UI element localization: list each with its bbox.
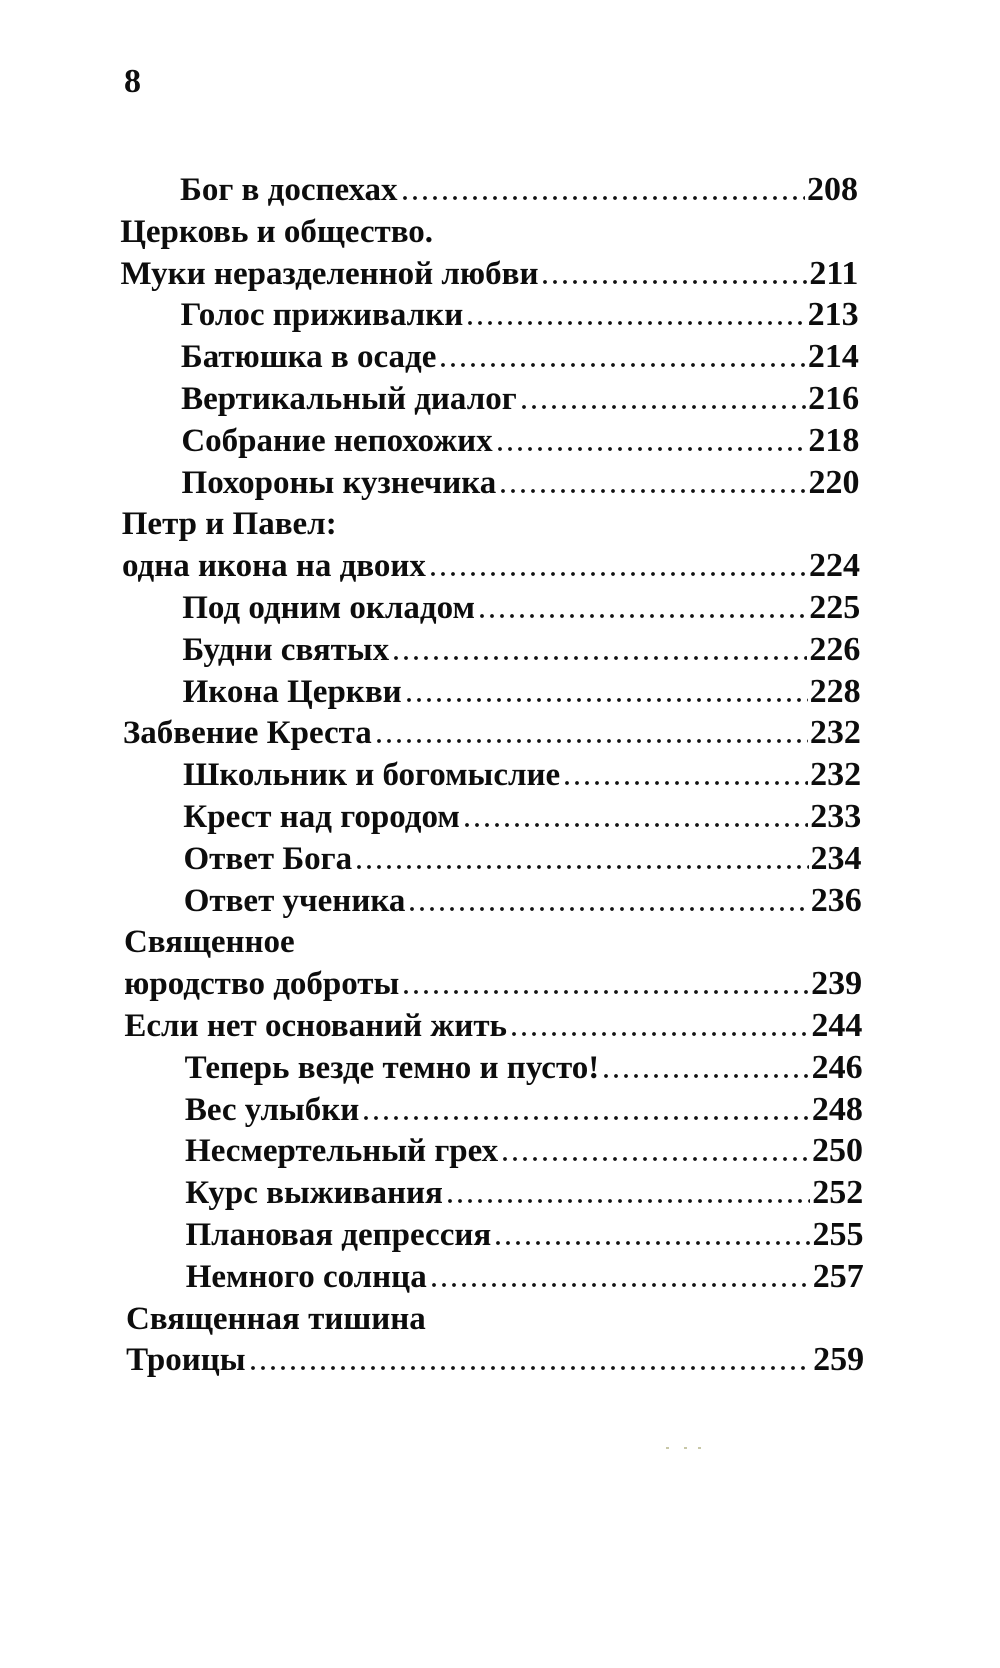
toc-page-number: 244 xyxy=(811,1007,863,1044)
toc-entry-line xyxy=(185,1171,863,1215)
toc-entry-title: Муки неразделенной любви xyxy=(120,256,539,292)
toc-entry-line xyxy=(185,1046,863,1090)
dot-leader xyxy=(465,318,805,328)
toc-page-number: 225 xyxy=(809,589,861,626)
toc-page-number: 248 xyxy=(811,1091,863,1128)
toc-page-number: 252 xyxy=(812,1174,864,1211)
toc-entry-line xyxy=(185,1088,863,1132)
toc-entry-line xyxy=(126,1338,864,1382)
toc-entry-title: Голос приживалки xyxy=(180,297,464,333)
toc-entry-line xyxy=(124,962,862,1006)
toc-entry-line xyxy=(122,502,337,546)
dot-leader xyxy=(445,1196,810,1206)
toc-page-number: 211 xyxy=(809,255,859,292)
toc-entry-title: Священное xyxy=(123,924,295,960)
dot-leader xyxy=(498,486,806,496)
toc-entry-title: Если нет оснований жить xyxy=(124,1008,508,1044)
toc-page-number: 239 xyxy=(811,965,863,1002)
toc-entry-line xyxy=(185,1129,863,1173)
toc-page-number: 224 xyxy=(808,547,860,584)
dot-leader xyxy=(407,904,808,914)
dot-leader xyxy=(493,1238,810,1248)
dot-leader xyxy=(429,1280,811,1290)
toc-entry-title: Собрание непохожих xyxy=(181,423,493,459)
toc-entry-title: Вертикальный диалог xyxy=(181,381,517,417)
toc-entry-title: Крест над городом xyxy=(183,799,460,835)
toc-entry-line xyxy=(183,795,861,839)
toc-page-number: 257 xyxy=(812,1258,864,1295)
toc-entry-title: Батюшка в осаде xyxy=(180,339,437,375)
toc-page-number: 218 xyxy=(808,422,860,459)
toc-entry-line xyxy=(124,920,295,964)
toc-entry-line xyxy=(124,1004,862,1048)
toc-page-number: 220 xyxy=(808,464,860,501)
toc-page-number: 234 xyxy=(810,840,862,877)
toc-entry-title: Икона Церкви xyxy=(182,674,402,710)
toc-page-number: 246 xyxy=(811,1049,863,1086)
dot-leader xyxy=(401,987,809,997)
toc-entry-title: Похороны кузнечика xyxy=(181,465,497,501)
toc-entry-title: Ответ ученика xyxy=(183,883,406,919)
dot-leader xyxy=(509,1029,809,1039)
dot-leader xyxy=(428,569,807,579)
toc-page-number: 214 xyxy=(807,338,859,375)
toc-page-number: 213 xyxy=(807,296,859,333)
toc-page-number: 228 xyxy=(809,673,861,710)
toc-entry-title: Вес улыбки xyxy=(184,1092,360,1128)
toc-page-number: 208 xyxy=(807,171,858,208)
toc-page-number: 236 xyxy=(810,882,862,919)
toc-entry-title: Церковь и общество. xyxy=(120,214,434,250)
toc-page-number: 216 xyxy=(808,380,860,417)
toc-page-number: 250 xyxy=(812,1132,864,1169)
toc-entry-line xyxy=(180,168,858,212)
dot-leader xyxy=(477,611,807,621)
toc-entry-line xyxy=(123,711,861,755)
toc-entry-title: Плановая депрессия xyxy=(185,1217,492,1253)
toc-entry-title: Бог в доспехах xyxy=(180,172,398,208)
toc-entry-line xyxy=(181,419,859,463)
toc-entry-title: Будни святых xyxy=(182,632,390,668)
toc-entry-title: одна икона на двоих xyxy=(121,548,426,584)
dot-leader xyxy=(540,277,807,287)
toc-entry-line xyxy=(122,544,860,588)
dot-leader xyxy=(495,444,807,454)
dot-leader xyxy=(404,695,808,705)
toc-entry-line xyxy=(183,753,861,797)
toc-entry-line xyxy=(181,377,859,421)
toc-entry-line xyxy=(181,335,859,379)
toc-entry-title: Курс выживания xyxy=(185,1175,443,1211)
dot-leader xyxy=(374,736,808,746)
toc-entry-title: Троицы xyxy=(126,1342,246,1378)
dot-leader xyxy=(462,820,808,830)
dot-leader xyxy=(400,193,805,203)
toc-entry-title: Священная тишина xyxy=(125,1301,426,1337)
dot-leader xyxy=(361,1113,810,1123)
toc-entry-title: Забвение Креста xyxy=(122,715,372,751)
toc-entry-line xyxy=(184,837,862,881)
toc-page-number: 255 xyxy=(812,1216,864,1253)
toc-entry-title: Теперь везде темно и пусто! xyxy=(184,1050,600,1086)
toc-entry-line xyxy=(126,1297,426,1341)
page-number: 8 xyxy=(124,63,141,100)
dot-leader xyxy=(601,1071,809,1081)
dot-leader xyxy=(248,1363,812,1373)
toc-entry-line xyxy=(120,252,858,296)
toc-entry-title: Несмертельный грех xyxy=(185,1133,499,1169)
dot-leader xyxy=(562,778,808,788)
toc-page-number: 232 xyxy=(810,756,862,793)
toc-entry-line xyxy=(186,1213,864,1257)
toc-page-number: 226 xyxy=(809,631,861,668)
dot-leader xyxy=(500,1154,810,1164)
toc-entry-title: юродство доброты xyxy=(124,966,400,1002)
dot-leader xyxy=(391,653,807,663)
dot-leader xyxy=(519,402,806,412)
toc-entry-line xyxy=(184,879,862,923)
toc-entry-line xyxy=(182,461,860,505)
toc-entry-line xyxy=(183,670,861,714)
toc-entry-title: Ответ Бога xyxy=(183,841,353,877)
toc-entry-line xyxy=(182,586,860,630)
toc-entry-title: Немного солнца xyxy=(185,1259,427,1295)
toc-entry-title: Под одним окладом xyxy=(182,590,475,626)
toc-entry-line xyxy=(181,293,859,337)
dot-leader xyxy=(438,360,806,370)
toc-page-number: 232 xyxy=(809,714,861,751)
print-speck xyxy=(666,1447,702,1451)
toc-page-number: 233 xyxy=(810,798,862,835)
toc-entry-line xyxy=(120,210,433,254)
toc-entry-title: Петр и Павел: xyxy=(121,506,337,542)
toc-entry-line xyxy=(182,628,860,672)
dot-leader xyxy=(354,862,808,872)
toc-page-number: 259 xyxy=(813,1341,865,1378)
toc-entry-title: Школьник и богомыслие xyxy=(183,757,561,793)
toc-entry-line xyxy=(186,1255,864,1299)
